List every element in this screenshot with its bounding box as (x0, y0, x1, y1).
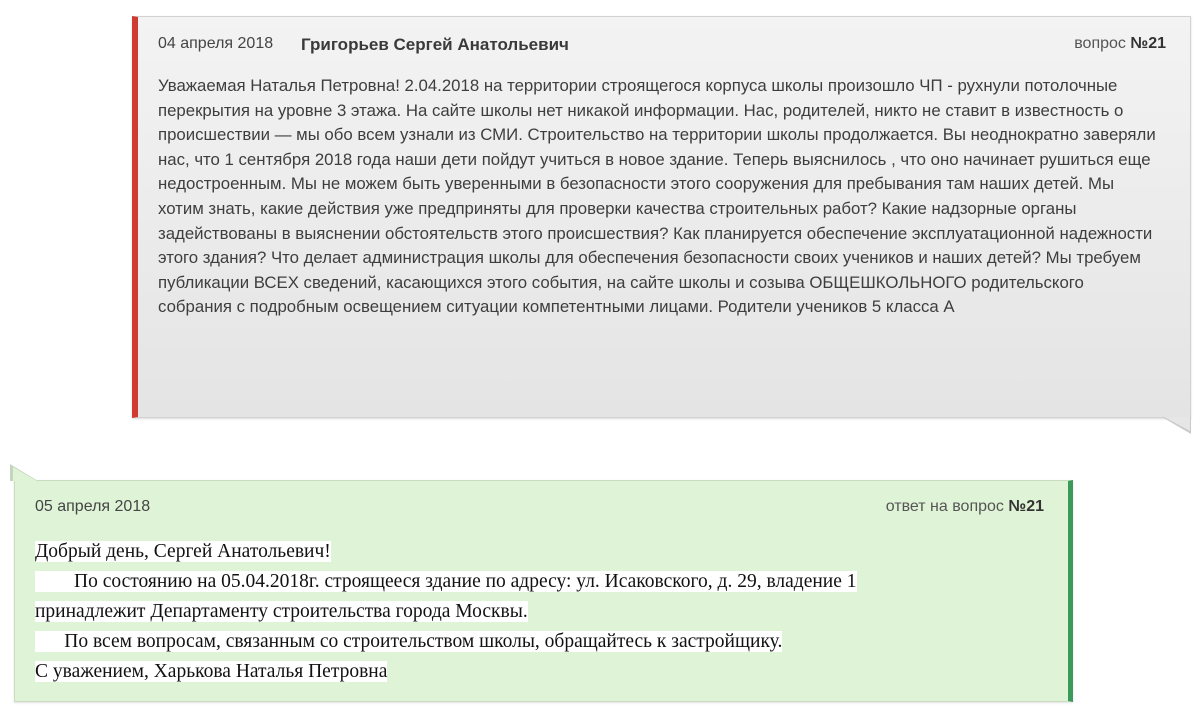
answer-header (35, 498, 1044, 520)
answer-number (886, 498, 1044, 516)
answer-line-owner: принадлежит Департаменту строительства города Москвы. (35, 601, 528, 622)
answer-bubble-tail-inner (13, 467, 37, 481)
answer-number-label: ответ на вопрос (885, 498, 1004, 515)
answer-number-value: №21 (1008, 498, 1044, 515)
answer-card (14, 480, 1073, 702)
question-number-label: вопрос (1074, 35, 1126, 52)
answer-line-contact: По всем вопросам, связанным со строительством школы, обращайтесь к застройщику. (35, 631, 783, 652)
answer-line-greeting: Добрый день, Сергей Анатольевич! (35, 541, 331, 562)
question-text: Уважаемая Наталья Петровна! 2.04.2018 на территории строящегося корпуса школы произошло ЧП - рухнули потолочные перекрытия на уровне 3 этажа. На сайте школы нет никакой информации. Нас, родителей, никто не ставит в известность о происшествии — мы обо всем узнали из СМИ. Строительство на территории школы продолжается. Вы неоднократно заверяли нас, что 1 сентября 2018 года наши дети пойдут учиться в новое здание. Теперь выяснилось , что оно начинает рушиться еще недостроенным. Мы не можем быть уверенными в безопасности этого сооружения для пребывания там наших детей. Мы хотим знать, какие действия уже предприняты для проверки качества строительных работ? Какие надзорные органы задействованы в выяснении обстоятельств этого происшествия? Как планируется обеспечение эксплуатационной надежности этого здания? Что делает администрация школы для обеспечения безопасности своих учеников и наших детей? Мы требуем публикации ВСЕХ сведений, касающихся этого события, на сайте школы и созыва ОБЩЕШКОЛЬНОГО родительского собрания с подробным освещением ситуации компетентными лицами. Родители учеников 5 класса А (158, 76, 1156, 317)
answer-date: 05 апреля 2018 (35, 498, 151, 515)
answer-body (35, 537, 1035, 687)
answer-line-signature: С уважением, Харькова Наталья Петровна (35, 661, 388, 682)
question-date: 04 апреля 2018 (158, 35, 274, 52)
answer-line-status: По состоянию на 05.04.2018г. строящееся здание по адресу: ул. Исаковского, д. 29, владение 1 (35, 571, 857, 592)
question-bubble-tail-inner (1164, 417, 1190, 431)
question-number (1074, 35, 1166, 53)
question-number-value: №21 (1130, 35, 1166, 52)
question-header (158, 35, 1166, 57)
question-card (132, 16, 1191, 418)
question-author: Григорьев Сергей Анатольевич (301, 35, 569, 54)
